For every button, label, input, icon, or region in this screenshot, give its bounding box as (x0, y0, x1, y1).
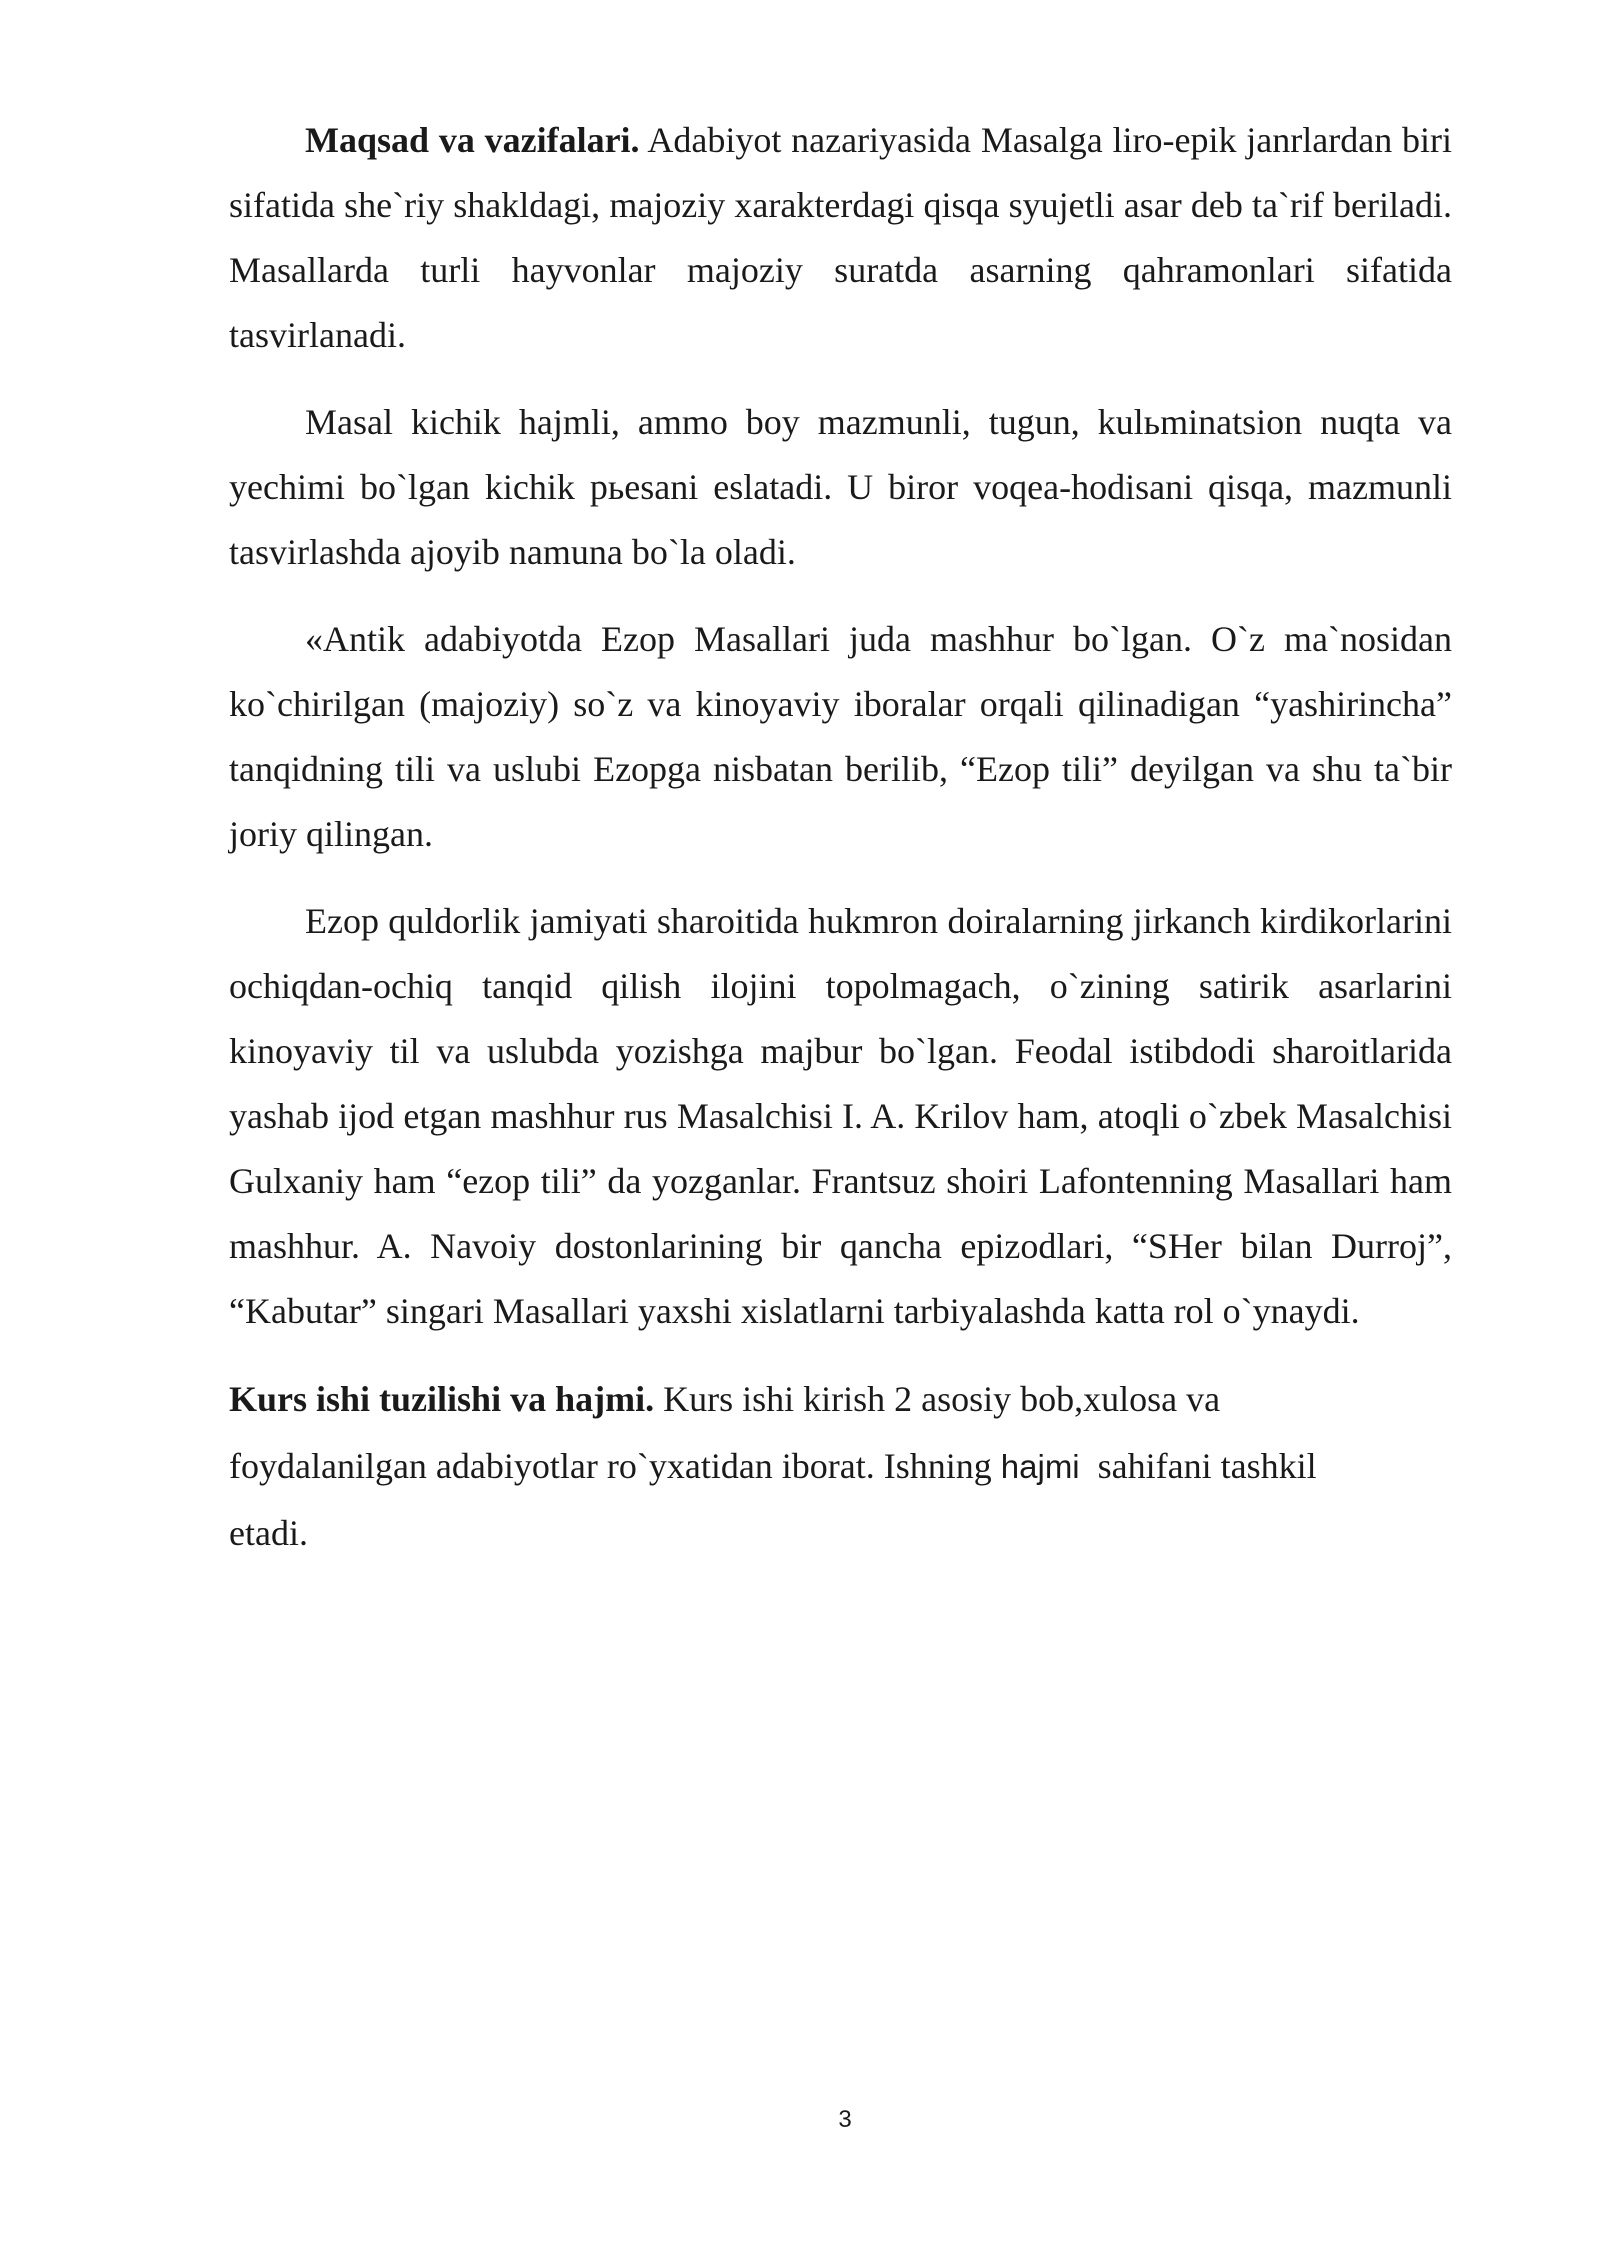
paragraph-heading-structure: Kurs ishi tuzilishi va hajmi. (229, 1379, 655, 1419)
paragraph-goals (229, 108, 1452, 368)
paragraph-masal-description (229, 390, 1452, 585)
paragraph-text: Ezop quldorlik jamiyati sharoitida hukmron doiralarning jirkanch kirdikorlarini ochiqdan-ochiq tanqid qilish ilojini topolmagach, o`zining satirik asarlarini kinoyaviy til va uslubda yozishga majbur bo`lgan. Feodal istibdodi sharoitlarida yashab ijod etgan mashhur rus Masalchisi I. A. Krilov ham, atoqli o`zbek Masalchisi Gulxaniy ham “ezop tili” da yozganlar. Frantsuz shoiri Lafontenning Masallari ham mashhur. A. Navoiy dostonlarining bir qancha epizodlari, “SHer bilan Durroj”, “Kabutar” singari Masallari yaxshi xislatlarni tarbiyalashda katta rol o`ynaydi. (229, 901, 1452, 1331)
paragraph-text-line: etadi. (229, 1513, 308, 1553)
paragraph-course-structure (229, 1366, 1452, 1567)
paragraph-text: Masal kichik hajmli, ammo boy mazmunli, tugun, kulьminatsion nuqta va yechimi bo`lgan kichik pьesani eslatadi. U biror voqea-hodisani qisqa, mazmunli tasvirlashda ajoyib namuna bo`la oladi. (229, 402, 1452, 572)
paragraph-text: «Antik adabiyotda Ezop Masallari juda mashhur bo`lgan. O`z ma`nosidan ko`chirilgan (majoziy) so`z va kinoyaviy iboralar orqali qilinadigan “yashirincha” tanqidning tili va uslubi Ezopga nisbatan berilib, “Ezop tili” deyilgan va shu ta`bir joriy qilingan. (229, 619, 1452, 854)
document-body (229, 108, 1452, 1589)
paragraph-heading-goals: Maqsad va vazifalari. (305, 120, 640, 160)
paragraph-text-line: sahifani tashkil (1079, 1446, 1317, 1486)
paragraph-ezop-antik (229, 607, 1452, 867)
paragraph-text-goals: Adabiyot nazariyasida Masalga liro-epik janrlardan biri sifatida she`riy shakldagi, majoziy xarakterdagi qisqa syujetli asar deb ta`rif beriladi. Masallarda turli hayvonlar majoziy suratda asarning qahramonlari sifatida tasvirlanadi. (229, 120, 1452, 355)
paragraph-ezop-satire (229, 889, 1452, 1344)
paragraph-text-word-hajmi: hajmi (1000, 1448, 1080, 1485)
page-number: 3 (838, 2106, 852, 2133)
paragraph-text-line: Kurs ishi kirish 2 asosiy bob,xulosa va (654, 1379, 1221, 1419)
paragraph-text-line: foydalanilgan adabiyotlar ro`yxatidan iborat. Ishning (229, 1446, 1001, 1486)
